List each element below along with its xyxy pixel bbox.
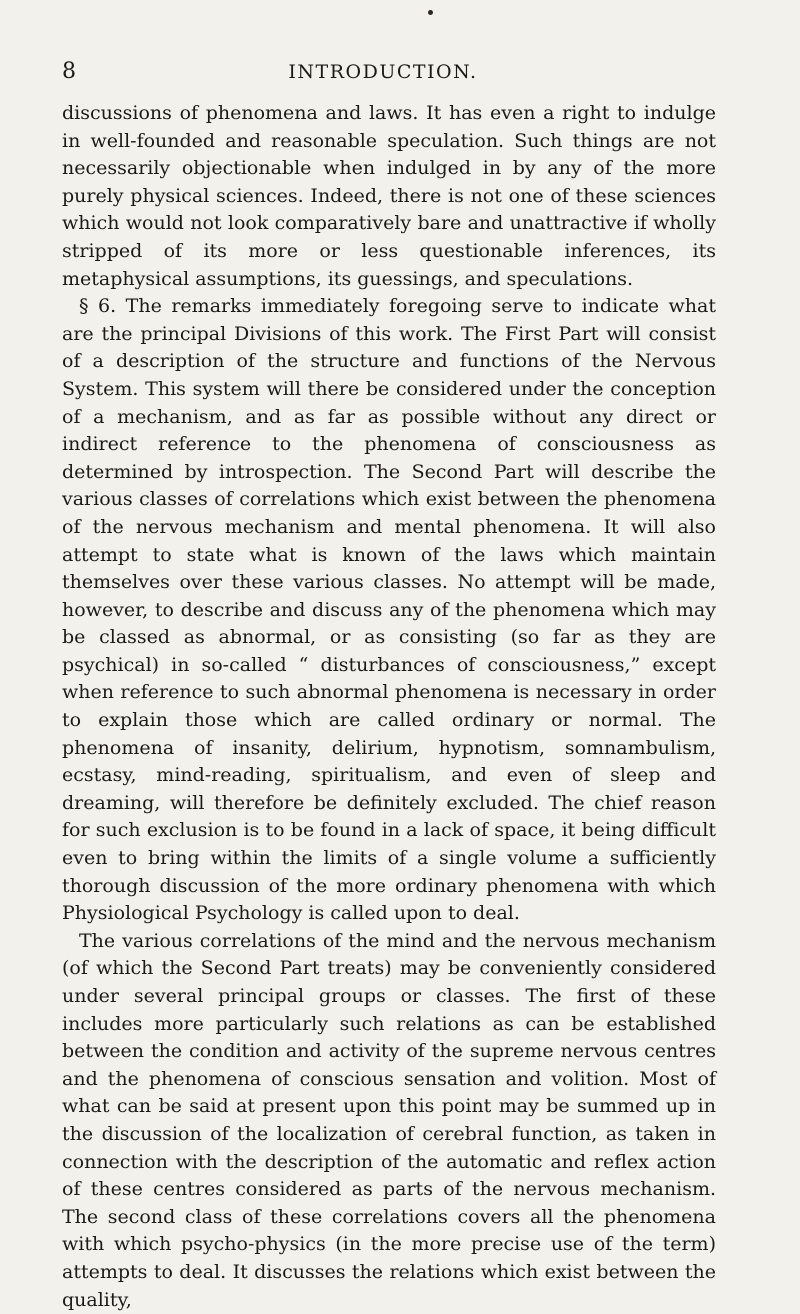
paragraph-correlations: The various correlations of the mind and the nervous mechanism (of which the Second Part treats) may be conveniently considered under several principal groups or classes. The first of these includes more particularly such relations as can be established between the condition and activity of the supreme nervous centres and the phenomena of conscious sensation and volition. Most of what can be said at present upon this point may be summed up in the discussion of the localization of cerebral function, as taken in connection with the description of the automatic and reflex action of these centres considered as parts of the nervous mechanism. The second class of these correlations covers all the phenomena with which psycho-physics (in the more precise use of the term) attempts to deal. It discusses the relations which exist between the quality, [62,929,716,1311]
body-text [62,100,716,1314]
ink-speck [428,10,433,15]
paragraph-section-6: § 6. The remarks immediately foregoing serve to indicate what are the principal Divisions of this work. The First Part will consist of a description of the structure and functions of the Nervous System. This system will there be considered under the conception of a mechanism, and as far as possible without any direct or indirect reference to the phenomena of consciousness as determined by introspection. The Second Part will describe the various classes of correlations which exist between the phenomena of the nervous mechanism and mental phenomena. It will also attempt to state what is known of the laws which maintain themselves over these various classes. No attempt will be made, however, to describe and discuss any of the phenomena which may be classed as abnormal, or as consisting (so far as they are psychical) in so-called “ disturbances of consciousness,” except when reference to such abnormal phenomena is necessary in order to explain those which are called ordinary or normal. The phenomena of insanity, delirium, hypnotism, somnambulism, ecstasy, mind-reading, spiritualism, and even of sleep and dreaming, will therefore be definitely excluded. The chief reason for such exclusion is to be found in a lack of space, it being difficult even to bring within the limits of a single volume a sufficiently thorough discussion of the more ordinary phenomena with which Physiological Psychology is called upon to deal. [62,295,716,925]
paragraph-continuation: discussions of phenomena and laws. It has even a right to indulge in well-founded and reasonable speculation. Such things are not necessarily objectionable when indulged in by any of the more purely physical sciences. Indeed, there is not one of these sciences which would not look comparatively bare and unattractive if wholly stripped of its more or less questionable inferences, its metaphysical assumptions, its guessings, and speculations. [62,102,716,290]
chapter-title: INTRODUCTION. [288,61,478,83]
running-head [62,58,704,86]
page-number: 8 [62,59,76,84]
